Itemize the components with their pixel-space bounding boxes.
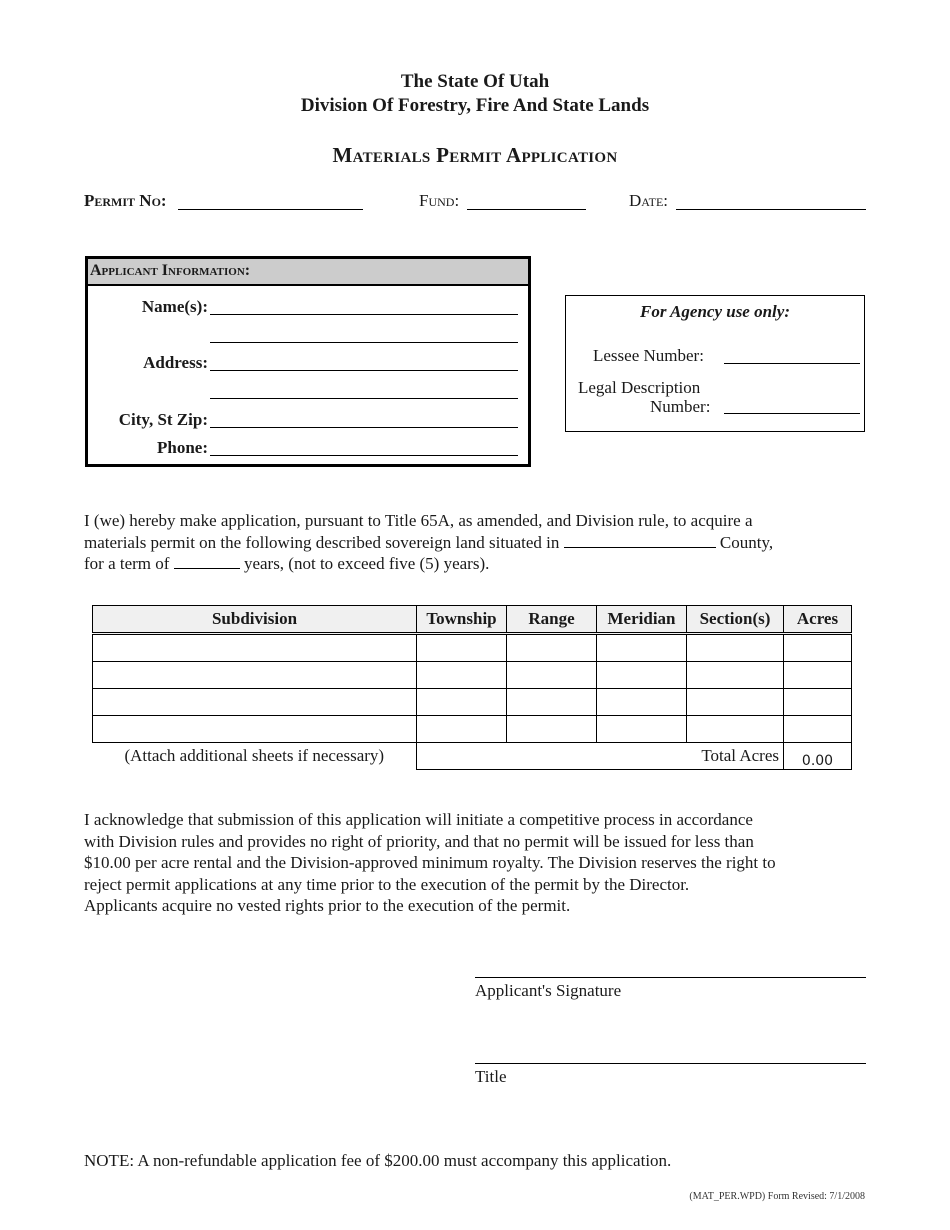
- totals-row: [93, 743, 852, 770]
- state-heading: The State Of Utah: [400, 71, 550, 92]
- address-field-2[interactable]: [210, 398, 518, 399]
- total-acres-label: Total Acres: [417, 743, 784, 770]
- table-cell[interactable]: [507, 689, 597, 716]
- table-cell[interactable]: [417, 689, 507, 716]
- table-row: [93, 716, 852, 743]
- table-cell[interactable]: [93, 716, 417, 743]
- table-cell[interactable]: [597, 634, 687, 662]
- table-cell[interactable]: [784, 689, 852, 716]
- name-field[interactable]: [210, 314, 518, 315]
- applicant-info-header: [88, 259, 528, 286]
- col-meridian: Meridian: [597, 606, 687, 634]
- application-line-2: materials permit on the following described sovereign land situated in County,: [84, 532, 774, 552]
- city-label: City, St Zip:: [118, 410, 208, 429]
- col-subdivision: Subdivision: [93, 606, 417, 634]
- table-cell[interactable]: [784, 634, 852, 662]
- city-field[interactable]: [210, 427, 518, 428]
- table-cell[interactable]: [417, 716, 507, 743]
- acknowledgement-line: Applicants acquire no vested rights prior to the execution of the permit.: [84, 896, 571, 915]
- total-acres-value: 0.00: [784, 743, 852, 770]
- table-row: [93, 689, 852, 716]
- phone-field[interactable]: [210, 455, 518, 456]
- land-description-table: [92, 605, 852, 770]
- table-cell[interactable]: [687, 634, 784, 662]
- table-header-row: [93, 606, 852, 634]
- agency-heading: For Agency use only:: [639, 302, 790, 321]
- table-cell[interactable]: [93, 634, 417, 662]
- table-row: [93, 662, 852, 689]
- date-field[interactable]: [676, 209, 866, 210]
- name-label: Name(s):: [141, 297, 208, 316]
- table-cell[interactable]: [597, 716, 687, 743]
- fund-label: Fund:: [419, 191, 460, 210]
- fund-field[interactable]: [467, 209, 586, 210]
- applicant-info-box: [85, 256, 531, 467]
- acknowledgement-line: I acknowledge that submission of this application will initiate a competitive process in accordance: [84, 810, 753, 829]
- legal-number-field[interactable]: [724, 413, 860, 414]
- col-township: Township: [417, 606, 507, 634]
- agency-use-box: [565, 295, 865, 432]
- table-cell[interactable]: [597, 689, 687, 716]
- legal-number-label: Number:: [650, 397, 711, 416]
- table-cell[interactable]: [597, 662, 687, 689]
- acknowledgement-text: [84, 809, 874, 917]
- table-cell[interactable]: [687, 662, 784, 689]
- application-line-3: for a term of years, (not to exceed five (5) years).: [84, 554, 490, 573]
- address-label: Address:: [143, 353, 208, 372]
- attach-note: (Attach additional sheets if necessary): [124, 746, 385, 766]
- lessee-field[interactable]: [724, 363, 860, 364]
- table-cell[interactable]: [687, 716, 784, 743]
- application-line-1: I (we) hereby make application, pursuant to Title 65A, as amended, and Division rule, to acquire a: [84, 511, 753, 530]
- table-cell[interactable]: [93, 662, 417, 689]
- applicant-info-heading: Applicant Information:: [90, 262, 251, 279]
- form-code: (MAT_PER.WPD): [689, 1191, 766, 1202]
- name-field-2[interactable]: [210, 342, 518, 343]
- legal-description-label: Legal Description: [578, 378, 701, 397]
- table-cell[interactable]: [507, 662, 597, 689]
- date-label: Date:: [629, 191, 668, 210]
- table-cell[interactable]: [784, 662, 852, 689]
- lessee-label: Lessee Number:: [593, 346, 704, 365]
- table-cell[interactable]: [93, 689, 417, 716]
- table-cell[interactable]: [507, 716, 597, 743]
- col-acres: Acres: [784, 606, 852, 634]
- table-cell[interactable]: [687, 689, 784, 716]
- county-field[interactable]: [564, 533, 716, 548]
- phone-label: Phone:: [157, 438, 208, 457]
- signature-label: Applicant's Signature: [475, 981, 622, 1000]
- table-cell[interactable]: [507, 634, 597, 662]
- division-heading: Division Of Forestry, Fire And State Lands: [300, 95, 650, 116]
- address-field[interactable]: [210, 370, 518, 371]
- form-revised-date: Form Revised: 7/1/2008: [767, 1191, 865, 1202]
- permit-no-label: Permit No:: [84, 191, 167, 210]
- acknowledgement-line: $10.00 per acre rental and the Division-approved minimum royalty. The Division reserves the right to: [84, 853, 776, 872]
- title-label: Title: [475, 1067, 507, 1086]
- acknowledgement-line: reject permit applications at any time prior to the execution of the permit by the Director.: [84, 874, 690, 894]
- signature-field[interactable]: [475, 977, 866, 978]
- table-cell[interactable]: [784, 716, 852, 743]
- form-revision: [689, 1191, 865, 1202]
- title-field[interactable]: [475, 1063, 866, 1064]
- col-range: Range: [507, 606, 597, 634]
- page-title: Materials Permit Application: [332, 143, 618, 167]
- term-years-field[interactable]: [174, 554, 240, 569]
- table-cell[interactable]: [417, 662, 507, 689]
- acknowledgement-line: with Division rules and provides no right of priority, and that no permit will be issued for less than: [84, 831, 754, 851]
- col-sections: Section(s): [687, 606, 784, 634]
- application-statement: [84, 510, 874, 575]
- table-row: [93, 634, 852, 662]
- permit-no-field[interactable]: [178, 209, 363, 210]
- table-cell[interactable]: [417, 634, 507, 662]
- fee-note: NOTE: A non-refundable application fee of $200.00 must accompany this application.: [84, 1151, 672, 1170]
